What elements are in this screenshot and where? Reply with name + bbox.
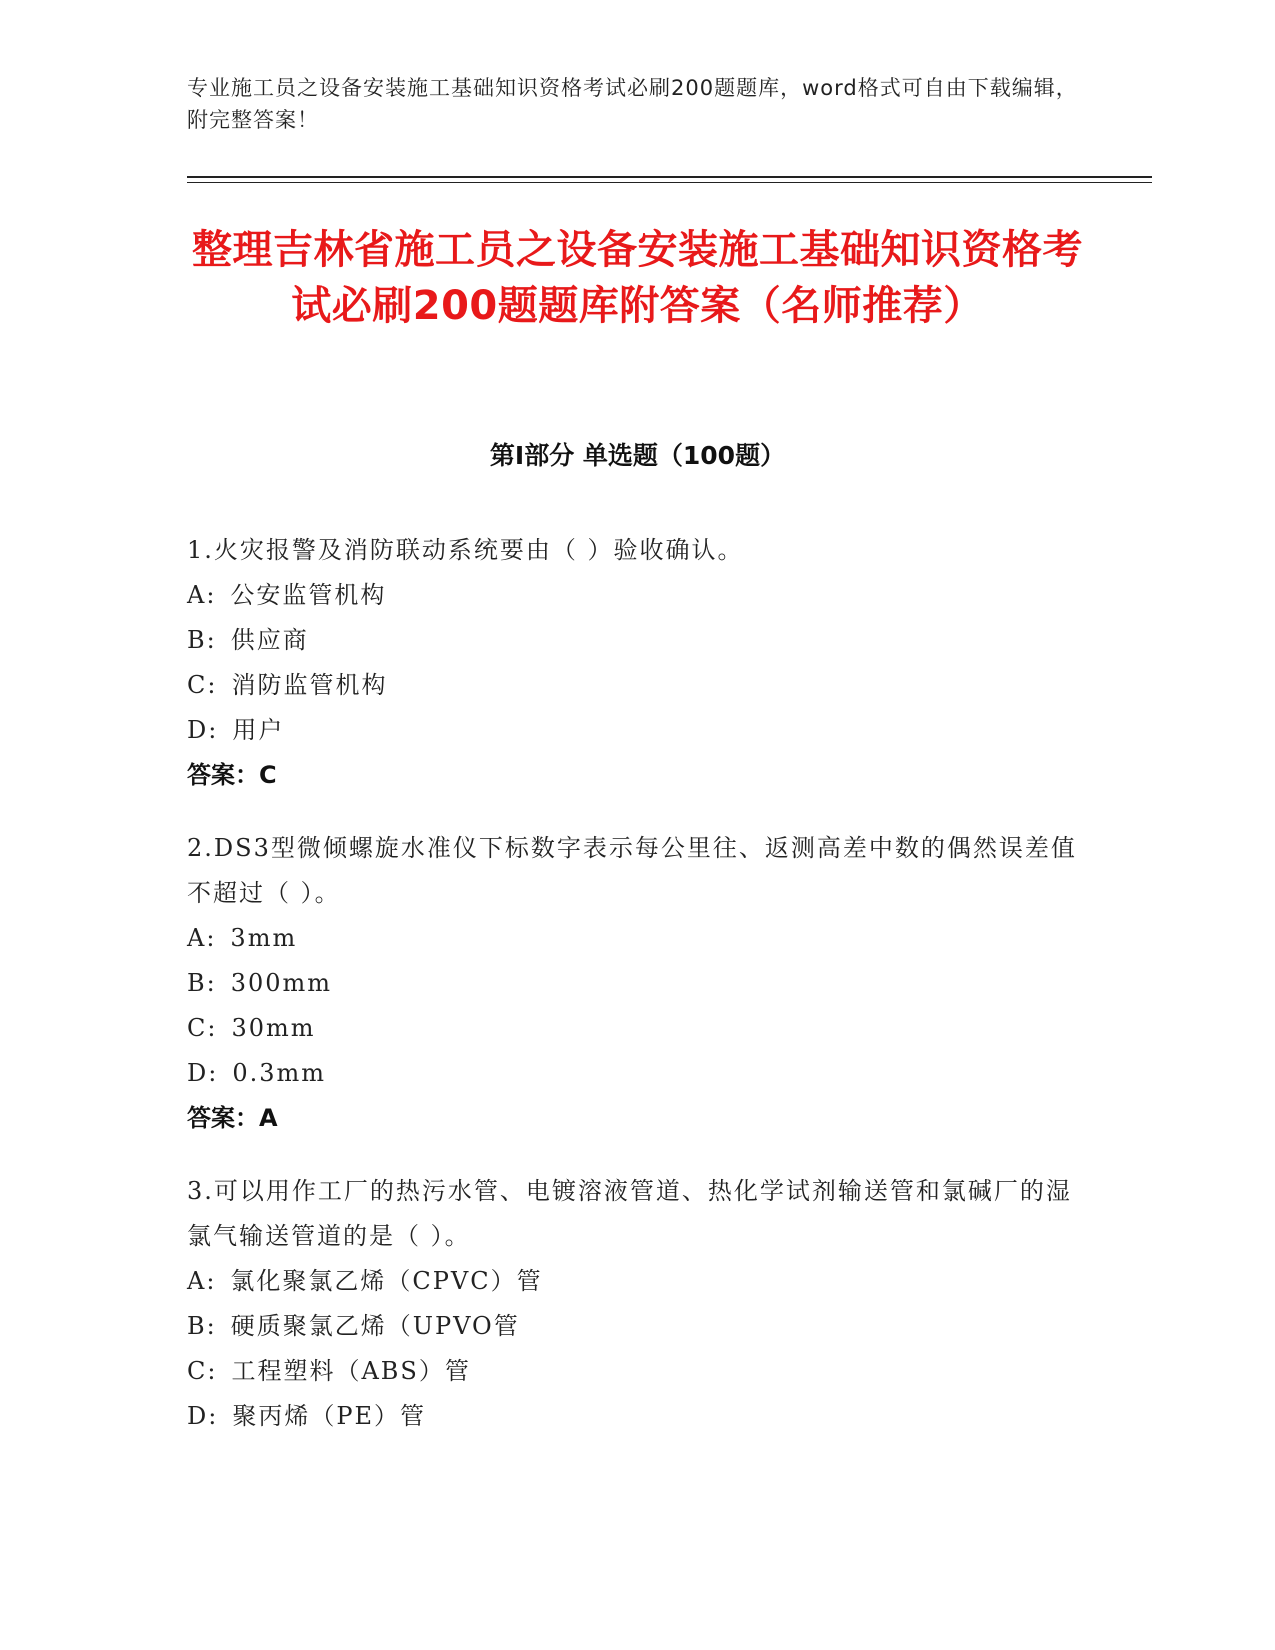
option-key: C: [187, 1014, 218, 1042]
option-b [187, 1304, 1087, 1349]
option-key: B: [187, 626, 217, 654]
answer-line [187, 753, 1087, 798]
question-3 [187, 1169, 1087, 1439]
option-key: A: [187, 924, 217, 952]
option-a [187, 916, 1087, 961]
option-text: 供应商 [230, 626, 309, 654]
option-key: B: [187, 1312, 217, 1340]
option-text: 硬质聚氯乙烯（UPVO管 [230, 1312, 520, 1340]
question-stem: 2.DS3型微倾螺旋水准仪下标数字表示每公里往、返测高差中数的偶然误差值不超过（ ）。 [187, 834, 1077, 907]
option-key: B: [187, 969, 217, 997]
option-c [187, 1006, 1087, 1051]
option-c [187, 1349, 1087, 1394]
option-b [187, 961, 1087, 1006]
option-key: C: [187, 1357, 218, 1385]
option-key: C: [187, 671, 218, 699]
option-b [187, 618, 1087, 663]
option-text: 工程塑料（ABS）管 [231, 1357, 471, 1385]
header-divider [187, 176, 1152, 178]
option-c [187, 663, 1087, 708]
question-stem: 3.可以用作工厂的热污水管、电镀溶液管道、热化学试剂输送管和氯碱厂的湿氯气输送管道的是（ ）。 [187, 1177, 1072, 1250]
option-key: D: [187, 1059, 219, 1087]
option-text: 0.3mm [232, 1059, 327, 1087]
section-title: 第Ⅰ部分 单选题（100题） [489, 441, 786, 470]
option-a [187, 1259, 1087, 1304]
header-divider-thin [187, 182, 1152, 183]
document-title: 整理吉林省施工员之设备安装施工基础知识资格考试必刷200题题库附答案（名师推荐） [192, 227, 1083, 329]
option-text: 3mm [230, 924, 298, 952]
option-a [187, 573, 1087, 618]
answer-value: C [259, 761, 277, 789]
header-note: 专业施工员之设备安装施工基础知识资格考试必刷200题题库，word格式可自由下载编辑，附完整答案！ [187, 76, 1078, 132]
option-text: 30mm [231, 1014, 316, 1042]
option-text: 氯化聚氯乙烯（CPVC）管 [230, 1267, 543, 1295]
option-text: 聚丙烯（PE）管 [232, 1402, 426, 1430]
option-d [187, 1394, 1087, 1439]
question-stem: 1.火灾报警及消防联动系统要由（ ）验收确认。 [187, 536, 744, 564]
question-list [187, 528, 1087, 1467]
answer-label: 答案： [187, 1104, 259, 1132]
option-text: 公安监管机构 [230, 581, 387, 609]
answer-value: A [259, 1104, 278, 1132]
answer-line [187, 1096, 1087, 1141]
option-text: 300mm [230, 969, 333, 997]
answer-label: 答案： [187, 761, 259, 789]
option-d [187, 1051, 1087, 1096]
option-key: D: [187, 1402, 219, 1430]
option-key: A: [187, 581, 217, 609]
option-text: 用户 [232, 716, 285, 744]
option-text: 消防监管机构 [231, 671, 388, 699]
option-d [187, 708, 1087, 753]
question-2 [187, 826, 1087, 1141]
option-key: A: [187, 1267, 217, 1295]
question-1 [187, 528, 1087, 798]
option-key: D: [187, 716, 219, 744]
